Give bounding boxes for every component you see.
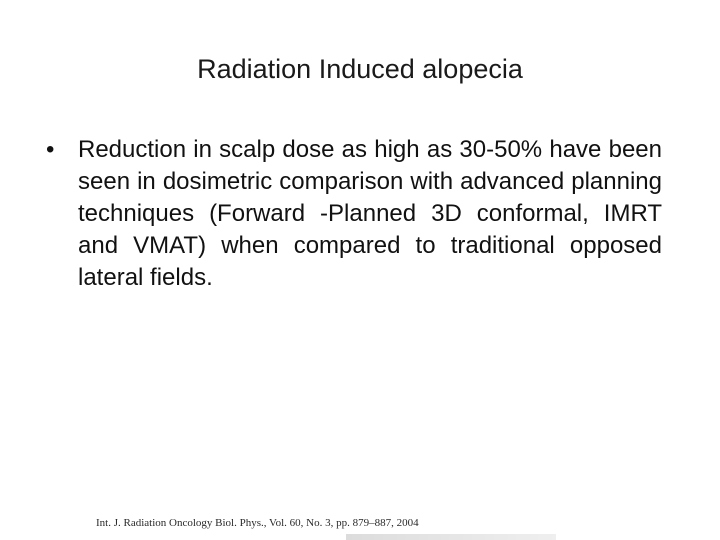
slide-title: Radiation Induced alopecia xyxy=(197,54,523,84)
journal-citation: Int. J. Radiation Oncology Biol. Phys., Vol. 60, No. 3, pp. 879–887, 2004 xyxy=(96,517,419,529)
bullet-text: Reduction in scalp dose as high as 30-50% have been seen in dosimetric comparison with advanced planning techniques (Forward -Planned 3D conformal, IMRT and VMAT) when compared to traditional opposed lateral fields. xyxy=(78,136,662,291)
cropped-citation-line xyxy=(346,534,556,540)
bullet-item xyxy=(46,134,662,294)
bullet-marker: • xyxy=(46,136,55,163)
bullet-list xyxy=(46,134,662,294)
